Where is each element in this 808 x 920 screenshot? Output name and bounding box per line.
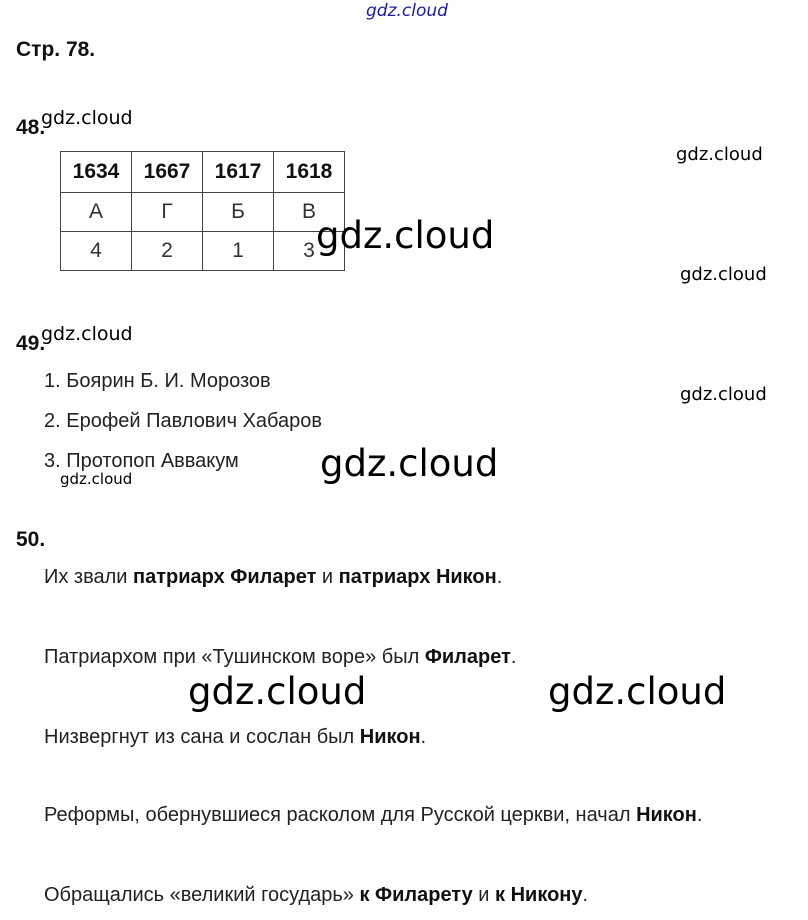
- table-cell: 1634: [61, 152, 132, 193]
- answer-text: и: [316, 566, 339, 588]
- task-49-number: 49.: [16, 332, 46, 355]
- answer-highlight: к Филарету: [359, 884, 473, 906]
- table-cell: 2: [132, 232, 203, 271]
- answer-text: .: [420, 726, 427, 748]
- answer-text: и: [472, 884, 496, 906]
- task-48-number: 48.: [16, 116, 46, 139]
- watermark: gdz.cloud: [676, 144, 763, 165]
- answer-highlight: патриарх Филарет: [133, 566, 317, 588]
- table-cell: Б: [203, 193, 274, 232]
- list-item: 2. Ерофей Павлович Хабаров: [44, 410, 323, 432]
- task-48-answer-table: [60, 151, 345, 271]
- table-cell: В: [274, 193, 345, 232]
- table-cell: 1: [203, 232, 274, 271]
- answer-highlight: патриарх Никон: [338, 566, 497, 588]
- page-label: Стр. 78.: [16, 38, 96, 61]
- watermark: gdz.cloud: [316, 214, 495, 257]
- watermark: gdz.cloud: [41, 107, 133, 129]
- answer-paragraph: [44, 726, 426, 749]
- list-item: 3. Протопоп Аввакум: [44, 450, 239, 472]
- table-cell: Г: [132, 193, 203, 232]
- answer-text: .: [696, 804, 703, 826]
- watermark-top: gdz.cloud: [366, 1, 448, 21]
- answer-highlight: к Никону: [495, 884, 583, 906]
- answer-text: .: [582, 884, 589, 906]
- table-cell: 3: [274, 232, 345, 271]
- watermark: gdz.cloud: [41, 323, 133, 345]
- answer-text: Патриархом при «Тушинском воре» был: [44, 646, 425, 668]
- answer-text: .: [496, 566, 503, 588]
- table-row-letters: [61, 193, 345, 232]
- table-cell: 1618: [274, 152, 345, 193]
- answer-text: Реформы, обернувшиеся расколом для Русской церкви, начал: [44, 804, 637, 826]
- table-cell: 1617: [203, 152, 274, 193]
- table-cell: А: [61, 193, 132, 232]
- watermark: gdz.cloud: [188, 670, 367, 713]
- watermark: gdz.cloud: [60, 470, 133, 488]
- answer-paragraph: [44, 646, 516, 669]
- task-50-number: 50.: [16, 528, 46, 551]
- answer-text: Обращались «великий государь»: [44, 884, 360, 906]
- table-row-years: [61, 152, 345, 193]
- watermark: gdz.cloud: [680, 264, 767, 285]
- table-cell: 1667: [132, 152, 203, 193]
- answer-highlight: Филарет: [424, 646, 511, 668]
- answer-text: Их звали: [44, 566, 134, 588]
- answer-paragraph: [44, 566, 502, 589]
- watermark: gdz.cloud: [680, 384, 767, 405]
- table-row-numbers: [61, 232, 345, 271]
- answer-highlight: Никон: [359, 726, 421, 748]
- answer-highlight: Никон: [636, 804, 697, 826]
- answer-paragraph: [44, 804, 702, 827]
- answer-text: Низвергнут из сана и сослан был: [44, 726, 360, 748]
- watermark: gdz.cloud: [548, 670, 727, 713]
- answer-text: .: [510, 646, 517, 668]
- answer-paragraph: [44, 884, 588, 907]
- watermark: gdz.cloud: [320, 442, 499, 485]
- table-cell: 4: [61, 232, 132, 271]
- list-item: 1. Боярин Б. И. Морозов: [44, 370, 271, 392]
